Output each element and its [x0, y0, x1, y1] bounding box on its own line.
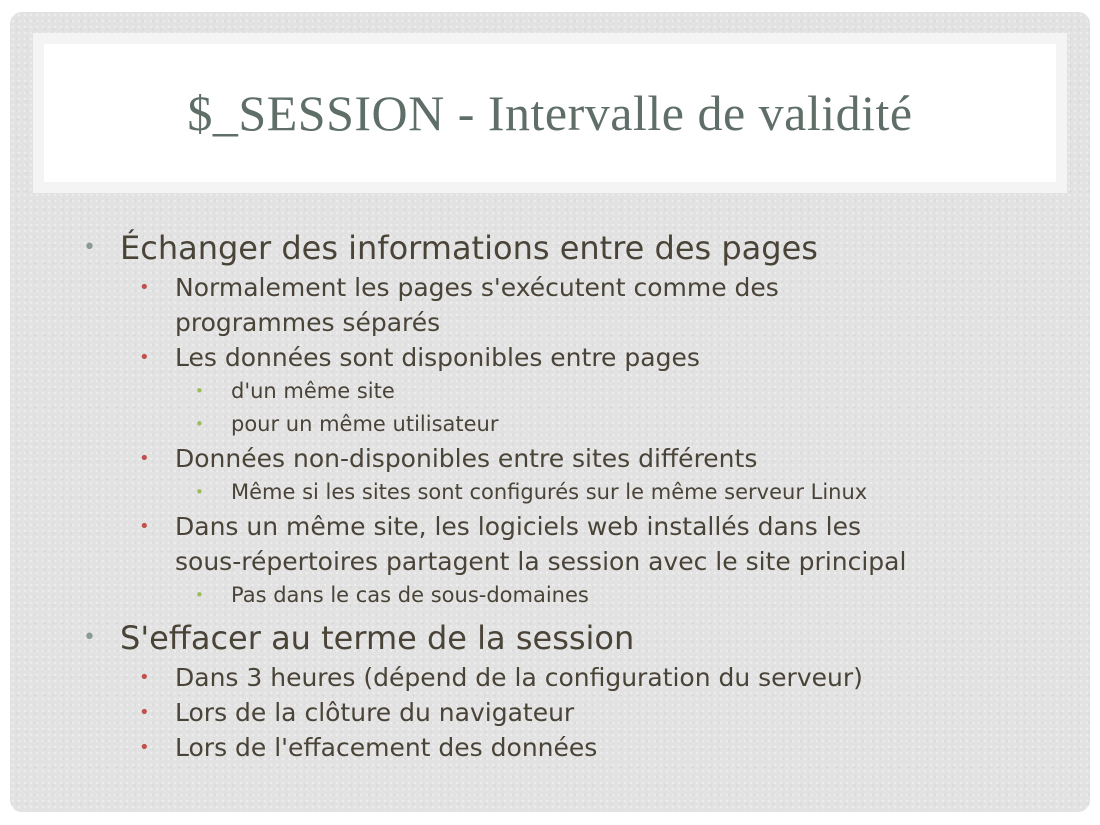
bullet-text: Normalement les pages s'exécutent comme des [175, 273, 779, 302]
bullet-icon: • [83, 235, 96, 260]
slide [10, 12, 1090, 812]
bullet-icon: • [139, 448, 150, 469]
bullet-icon: • [83, 625, 96, 650]
bullet-item-level3 [10, 375, 1090, 408]
title-box [44, 44, 1056, 182]
bullet-icon: • [195, 415, 204, 433]
bullet-item-level1 [10, 616, 1090, 660]
bullet-item-level3 [10, 476, 1090, 509]
bullet-item-level2 [10, 695, 1090, 730]
bullet-text: Données non-disponibles entre sites différents [175, 444, 758, 473]
bullet-icon: • [139, 737, 150, 758]
bullet-text: pour un même utilisateur [231, 412, 499, 436]
bullet-icon: • [139, 277, 150, 298]
bullet-text: Pas dans le cas de sous-domaines [231, 583, 589, 607]
bullet-text: Lors de l'effacement des données [175, 733, 598, 762]
bullet-text: Dans un même site, les logiciels web installés dans les [175, 512, 862, 541]
bullet-text: programmes séparés [175, 308, 441, 337]
bullet-text: d'un même site [231, 379, 395, 403]
bullet-item-level2 [10, 730, 1090, 765]
bullet-icon: • [139, 516, 150, 537]
slide-title: $_SESSION - Intervalle de validité [187, 85, 913, 141]
bullet-text: Dans 3 heures (dépend de la configuration du serveur) [175, 663, 863, 692]
bullet-icon: • [195, 586, 204, 604]
bullet-item-level2 [10, 544, 1090, 579]
bullet-text: sous-répertoires partagent la session avec le site principal [175, 547, 907, 576]
bullet-item-level2 [10, 305, 1090, 340]
bullet-icon: • [139, 667, 150, 688]
bullet-icon: • [139, 702, 150, 723]
bullet-text: Les données sont disponibles entre pages [175, 343, 700, 372]
bullet-item-level3 [10, 579, 1090, 612]
bullet-text: Même si les sites sont configurés sur le même serveur Linux [231, 480, 868, 504]
title-frame [33, 33, 1067, 193]
bullet-icon: • [195, 483, 204, 501]
bullet-icon: • [195, 382, 204, 400]
bullet-item-level2 [10, 441, 1090, 476]
bullet-item-level2 [10, 340, 1090, 375]
bullet-item-level2 [10, 270, 1090, 305]
bullet-text: S'effacer au terme de la session [120, 619, 635, 657]
bullet-item-level1 [10, 226, 1090, 270]
bullet-text: Échanger des informations entre des pages [120, 229, 818, 267]
bullet-item-level2 [10, 509, 1090, 544]
bullet-list [10, 226, 1090, 765]
bullet-item-level2 [10, 660, 1090, 695]
bullet-text: Lors de la clôture du navigateur [175, 698, 575, 727]
bullet-icon: • [139, 347, 150, 368]
bullet-item-level3 [10, 408, 1090, 441]
